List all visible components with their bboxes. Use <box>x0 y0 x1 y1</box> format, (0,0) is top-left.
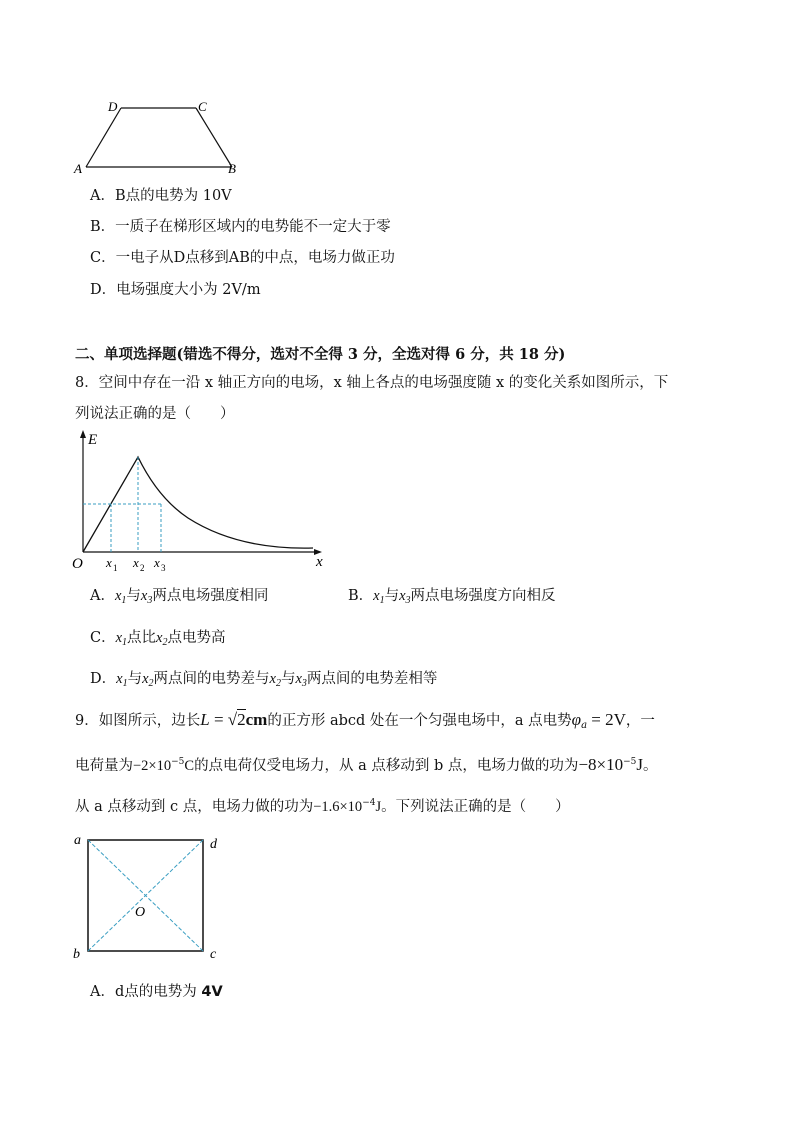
trapezoid-figure <box>70 95 250 180</box>
vertex-label-c: C <box>198 99 207 114</box>
trapezoid-edge-bc <box>196 108 232 167</box>
q9-stem-line3: 从 a 点移动到 c 点，电场力做的功为$-1.6\times 10^{-4}J$。下列说法正确的是（ ） <box>75 798 570 815</box>
x-axis-label: x <box>316 554 323 570</box>
tick-label-x3: 3 <box>161 563 166 573</box>
vertex-label-d: D <box>108 99 118 114</box>
q9-square-figure <box>68 828 233 968</box>
svg-text:x: x <box>154 555 160 570</box>
origin-label: O <box>72 556 83 572</box>
q8-option-d: D．$x_1$与$x_2$两点间的电势差与$x_2$与$x_3$两点间的电势差相等 <box>90 671 438 689</box>
q8-stem-line2: 列说法正确的是（ ） <box>75 406 235 422</box>
q7-option-b: B．一质子在梯形区域内的电势能不一定大于零 <box>90 219 391 235</box>
q9-option-a: A．d点的电势为 4V <box>90 984 223 1000</box>
q9-stem-line2: 电荷量为$-2\times 10^{-5}C$的点电荷仅受电场力，从 a 点移动到 b 点，电场力做的功为$-8\times 10^{-5}J$。 <box>75 755 658 774</box>
tick-label-x1: 1 <box>113 563 118 573</box>
q8-option-c: C．$x_1$点比$x_2$点电势高 <box>90 630 226 648</box>
vertex-label-a: A <box>74 161 82 176</box>
q8-option-b: B．$x_1$与$x_3$两点电场强度方向相反 <box>348 588 556 606</box>
q8-e-x-graph <box>68 428 338 576</box>
e-axis-arrow <box>80 430 86 438</box>
square-label-a: a <box>74 833 81 848</box>
q8-stem-line1: 8．空间中存在一沿 x 轴正方向的电场，x 轴上各点的电场强度随 x 的变化关系如图所示，下 <box>75 375 669 391</box>
q8-option-a: A．$x_1$与$x_3$两点电场强度相同 <box>90 588 269 606</box>
svg-text:x: x <box>133 555 139 570</box>
square-label-d: d <box>210 837 217 852</box>
q9-stem-line1: 9．如图所示，边长L = √2cm的正方形 abcd 处在一个匀强电场中，a 点电势$\varphi_a = 2V$，一 <box>75 710 655 731</box>
tick-label-x2: 2 <box>140 563 145 573</box>
square-label-b: b <box>73 947 80 962</box>
q7-option-a: A．B点的电势为 10V <box>90 188 232 204</box>
square-label-c: c <box>210 947 217 962</box>
e-axis-label: E <box>88 432 98 448</box>
square-label-o: O <box>135 905 146 920</box>
q7-option-c: C．一电子从D点移到AB的中点，电场力做正功 <box>90 250 395 266</box>
section-2-heading: 二、单项选择题(错选不得分，选对不全得 3 分，全选对得 6 分，共 18 分) <box>75 346 566 363</box>
trapezoid-edge-ad <box>86 108 121 167</box>
q7-option-d: D．电场强度大小为 2V/m <box>90 282 261 298</box>
e-field-curve <box>83 457 313 552</box>
svg-text:x: x <box>106 555 112 570</box>
vertex-label-b: B <box>228 161 236 176</box>
